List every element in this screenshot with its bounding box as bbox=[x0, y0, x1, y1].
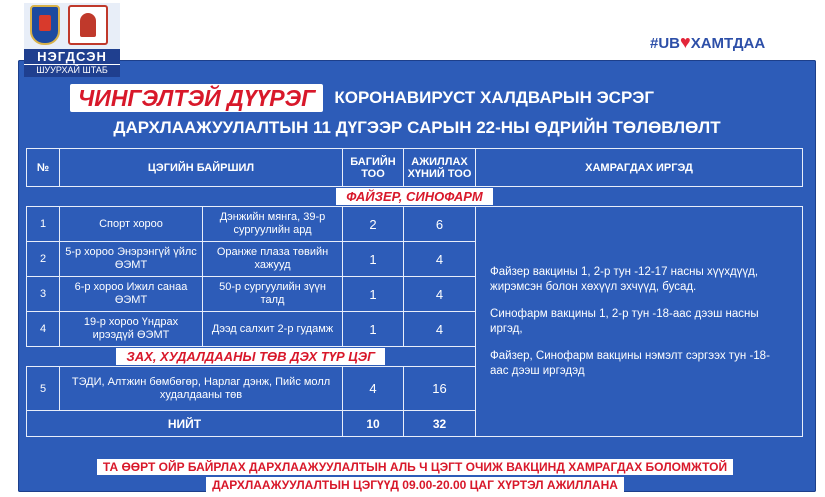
row-location-detail: Дэнжийн мянга, 39-р сургуулийн ард bbox=[203, 207, 343, 242]
row-location-detail: Оранже плаза төвийн хажууд bbox=[203, 242, 343, 277]
shield-emblem-icon bbox=[30, 5, 60, 45]
hashtag-prefix: #UB bbox=[650, 35, 681, 52]
row-num: 2 bbox=[27, 242, 60, 277]
footer-notice bbox=[50, 458, 780, 494]
row-num: 1 bbox=[27, 207, 60, 242]
row-teams: 1 bbox=[343, 242, 404, 277]
city-seal-icon bbox=[68, 5, 108, 45]
header-staff: АЖИЛЛАХ ХҮНИЙ ТОО bbox=[404, 149, 476, 187]
logo-caption bbox=[24, 49, 120, 77]
row-teams: 2 bbox=[343, 207, 404, 242]
row-location: ТЭДИ, Алтжин бөмбөгөр, Нарлаг дэнж, Пийс молл худалдааны төв bbox=[60, 367, 343, 411]
row-location-detail: Дээд салхит 2-р гудамж bbox=[203, 312, 343, 347]
title-line2: ДАРХЛААЖУУЛАЛТЫН 11 ДҮГЭЭР САРЫН 22-НЫ ӨДРИЙН ТӨЛӨВЛӨЛТ bbox=[113, 118, 721, 137]
header-covered: ХАМРАГДАХ ИРГЭД bbox=[476, 149, 803, 187]
row-location: 19-р хороо Үндрах ирээдүй ӨЭМТ bbox=[60, 312, 203, 347]
row-staff: 4 bbox=[404, 277, 476, 312]
covered-item: Файзер, Синофарм вакцины нэмэлт сэргээх тун -18-аас дээш иргэдэд bbox=[490, 349, 770, 377]
covered-item: Файзер вакцины 1, 2-р тун -12-17 насны хүүхдүүд, жирэмсэн болон хөхүүл эхчүүд, бусад. bbox=[490, 265, 759, 293]
header-teams: БАГИЙН ТОО bbox=[343, 149, 404, 187]
footer-line2: ДАРХЛААЖУУЛАЛТЫН ЦЭГҮҮД 09.00-20.00 ЦАГ ХҮРТЭЛ АЖИЛЛАНА bbox=[206, 477, 624, 493]
hashtag-suffix: ХАМТДАА bbox=[690, 35, 766, 52]
row-staff: 6 bbox=[404, 207, 476, 242]
title-line1-rest: КОРОНАВИРУСТ ХАЛДВАРЫН ЭСРЭГ bbox=[334, 88, 655, 107]
row-teams: 4 bbox=[343, 367, 404, 411]
row-location: Спорт хороо bbox=[60, 207, 203, 242]
row-num: 5 bbox=[27, 367, 60, 411]
table-header-row bbox=[27, 149, 803, 187]
row-staff: 16 bbox=[404, 367, 476, 411]
row-num: 3 bbox=[27, 277, 60, 312]
covered-item: Синофарм вакцины 1, 2-р тун -18-аас дээш насны иргэд, bbox=[490, 307, 759, 335]
header-num: № bbox=[27, 149, 60, 187]
row-location: 5-р хороо Энэрэнгүй үйлс ӨЭМТ bbox=[60, 242, 203, 277]
covered-citizens-cell bbox=[476, 207, 803, 437]
header-location: ЦЭГИЙН БАЙРШИЛ bbox=[60, 149, 343, 187]
row-teams: 1 bbox=[343, 312, 404, 347]
headquarters-logo bbox=[24, 3, 120, 77]
total-label: НИЙТ bbox=[27, 411, 343, 437]
title-line1 bbox=[70, 84, 800, 116]
section-banner-vaccines bbox=[27, 187, 803, 207]
district-name: ЧИНГЭЛТЭЙ ДҮҮРЭГ bbox=[70, 84, 323, 112]
row-location-detail: 50-р сургуулийн зүүн талд bbox=[203, 277, 343, 312]
total-teams: 10 bbox=[343, 411, 404, 437]
campaign-hashtag bbox=[650, 32, 765, 52]
heart-icon: ♥ bbox=[680, 32, 691, 52]
row-staff: 4 bbox=[404, 312, 476, 347]
row-num: 4 bbox=[27, 312, 60, 347]
vaccination-plan-table bbox=[26, 148, 803, 437]
logo-line2: ШУУРХАЙ ШТАБ bbox=[24, 64, 120, 76]
row-location: 6-р хороо Ижил санаа ӨЭМТ bbox=[60, 277, 203, 312]
table-row bbox=[27, 207, 803, 242]
section-vaccines-label: ФАЙЗЕР, СИНОФАРМ bbox=[336, 188, 492, 205]
section-markets-label: ЗАХ, ХУДАЛДААНЫ ТӨВ ДЭХ ТҮР ЦЭГ bbox=[116, 348, 385, 365]
footer-line1: ТА ӨӨРТ ОЙР БАЙРЛАХ ДАРХЛААЖУУЛАЛТЫН АЛЬ Ч ЦЭГТ ОЧИЖ ВАКЦИНД ХАМРАГДАХ БОЛОМЖТОЙ bbox=[97, 459, 733, 475]
total-staff: 32 bbox=[404, 411, 476, 437]
row-teams: 1 bbox=[343, 277, 404, 312]
row-staff: 4 bbox=[404, 242, 476, 277]
logo-line1: НЭГДСЭН bbox=[37, 49, 107, 64]
